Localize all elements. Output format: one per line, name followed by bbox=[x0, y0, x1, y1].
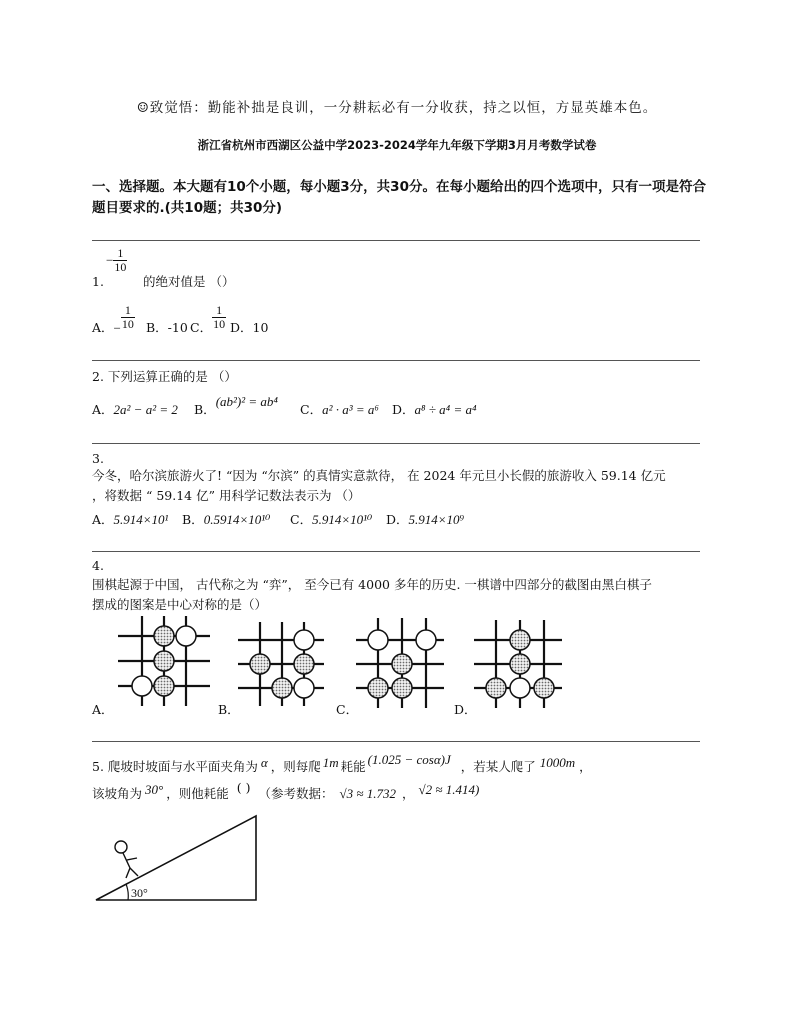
page-title: 浙江省杭州市西湖区公益中学2023-2024学年九年级下学期3月月考数学试卷 bbox=[197, 138, 597, 152]
q5-line1: 5. 爬坡时坡面与水平面夹角为 α ，则每爬 1m 耗能 (1.025 − cosα)J ，若某人爬了 1000m ， bbox=[92, 752, 592, 774]
q4-option-b[interactable]: B． bbox=[218, 702, 240, 717]
go-board-d[interactable] bbox=[472, 618, 564, 710]
q4-line2: 摆成的图案是中心对称的是（） bbox=[92, 597, 268, 612]
divider bbox=[92, 240, 700, 241]
section-heading: 一、选择题。本大题有10个小题，每小题3分，共30分。在每小题给出的四个选项中，只有一项是符合题目要求的.(共10题；共30分) bbox=[92, 179, 706, 216]
divider bbox=[92, 551, 700, 552]
q4-line1: 围棋起源于中国， 古代称之为 “弈”， 至今已有 4000 多年的历史. 一棋谱中四部分的截图由黑白棋子 bbox=[92, 577, 652, 592]
q4-option-d[interactable]: D． bbox=[454, 702, 477, 717]
q1-option-c[interactable]: C． $\frac{1}{10}$ bbox=[190, 303, 226, 335]
q4-number: 4. bbox=[92, 558, 104, 573]
figure-angle-label: 30° bbox=[131, 886, 148, 900]
q2-option-b[interactable]: B．(ab²)² = ab⁴ bbox=[194, 394, 278, 417]
slope-figure bbox=[90, 810, 270, 904]
q1-option-d[interactable]: D．10 bbox=[230, 320, 269, 335]
q3-line2: ，将数据 “ 59.14 亿” 用科学记数法表示为 （） bbox=[92, 488, 361, 503]
q1-number: 1. bbox=[92, 274, 104, 289]
q3-option-d[interactable]: D．5.914×10⁹ bbox=[386, 512, 465, 527]
go-board-b[interactable] bbox=[236, 620, 326, 708]
q1-fraction: − $\frac{1}{10}$ bbox=[106, 246, 127, 274]
q1-option-a[interactable]: A．− $\frac{1}{10}$ bbox=[92, 303, 134, 336]
q3-option-b[interactable]: B．0.5914×10¹⁰ bbox=[182, 512, 271, 527]
divider bbox=[92, 360, 700, 361]
q3-number: 3. bbox=[92, 451, 104, 466]
motto: ☺致觉悟：勤能补拙是良训，一分耕耘必有一分收获，持之以恒，方显英雄本色。 bbox=[136, 100, 658, 116]
q2-option-a[interactable]: A．2a² − a² = 2 bbox=[92, 402, 178, 417]
q3-option-a[interactable]: A．5.914×10¹ bbox=[92, 512, 169, 527]
q4-option-a[interactable]: A． bbox=[92, 702, 114, 717]
q1-text: 的绝对值是 （） bbox=[143, 274, 235, 289]
divider bbox=[92, 741, 700, 742]
q1-option-b[interactable]: B．-10 bbox=[146, 320, 188, 335]
q2-text: 2. 下列运算正确的是 （） bbox=[92, 369, 237, 384]
q3-option-c[interactable]: C．5.914×10¹⁰ bbox=[290, 512, 373, 527]
q2-option-d[interactable]: D．a⁸ ÷ a⁴ = a⁴ bbox=[392, 402, 477, 417]
q5-line2: 该坡角为 30° ，则他耗能 ( ) （参考数据： √3 ≈ 1.732 ， √2 ≈ 1.414) bbox=[92, 780, 480, 801]
q4-option-c[interactable]: C． bbox=[336, 702, 359, 717]
person-icon bbox=[115, 841, 127, 853]
q2-option-c[interactable]: C．a² · a³ = a⁶ bbox=[300, 402, 379, 417]
go-board-a[interactable] bbox=[112, 614, 210, 710]
q3-line1: 今冬，哈尔滨旅游火了! “因为 “尔滨” 的真情实意款待， 在 2024 年元旦小长假的旅游收入 59.14 亿元 bbox=[92, 468, 666, 483]
go-board-c[interactable] bbox=[354, 616, 446, 710]
divider bbox=[92, 443, 700, 444]
